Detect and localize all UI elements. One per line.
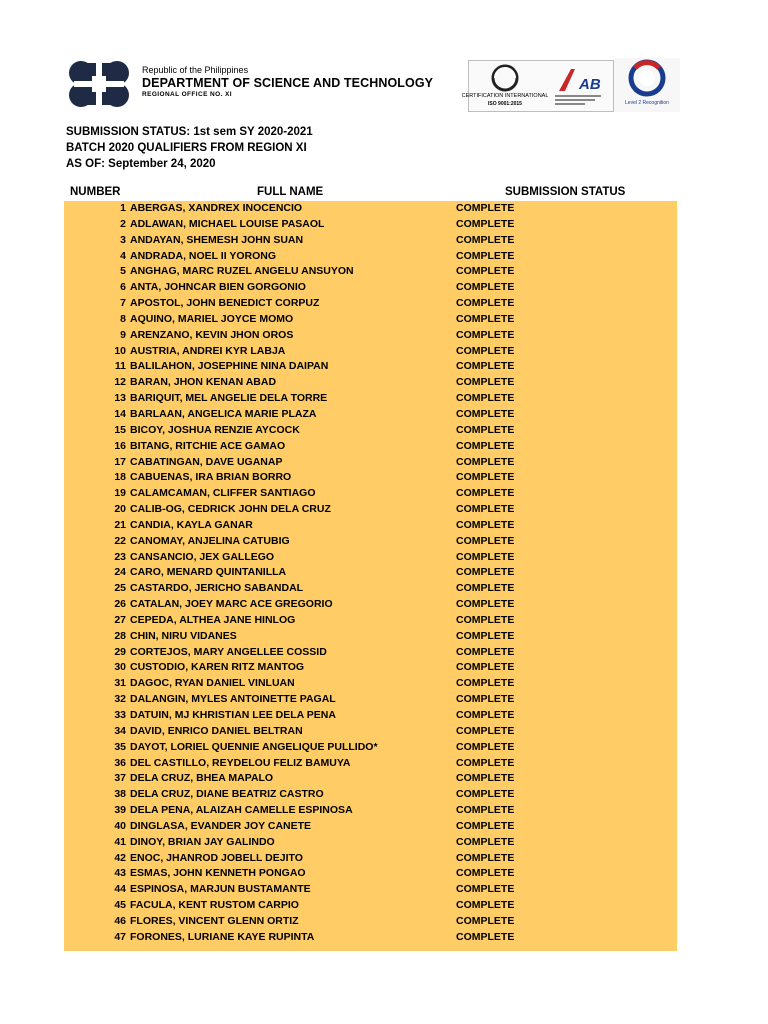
table-row	[64, 708, 677, 724]
table-row	[64, 645, 677, 661]
table-row	[64, 676, 677, 692]
row-full-name: ESMAS, JOHN KENNETH PONGAO	[130, 867, 306, 880]
row-full-name: CEPEDA, ALTHEA JANE HINLOG	[130, 613, 296, 626]
table-row	[64, 470, 677, 486]
row-number: 38	[114, 788, 126, 801]
row-submission-status: COMPLETE	[456, 613, 515, 626]
table-row	[64, 724, 677, 740]
row-full-name: ANTA, JOHNCAR BIEN GORGONIO	[130, 281, 306, 294]
row-submission-status: COMPLETE	[456, 503, 515, 516]
table-row	[64, 692, 677, 708]
table-row	[64, 819, 677, 835]
row-full-name: CALAMCAMAN, CLIFFER SANTIAGO	[130, 487, 316, 500]
row-full-name: DAGOC, RYAN DANIEL VINLUAN	[130, 677, 295, 690]
row-full-name: ANGHAG, MARC RUZEL ANGELU ANSUYON	[130, 265, 354, 278]
row-number: 28	[114, 629, 126, 642]
row-full-name: BALILAHON, JOSEPHINE NINA DAIPAN	[130, 360, 329, 373]
submission-info	[66, 124, 313, 172]
table-row	[64, 502, 677, 518]
table-row	[64, 328, 677, 344]
row-full-name: ARENZANO, KEVIN JHON OROS	[130, 328, 294, 341]
row-number: 23	[114, 550, 126, 563]
row-number: 9	[120, 328, 126, 341]
row-submission-status: COMPLETE	[456, 281, 515, 294]
table-row	[64, 534, 677, 550]
row-submission-status: COMPLETE	[456, 693, 515, 706]
row-full-name: DEL CASTILLO, REYDELOU FELIZ BAMUYA	[130, 756, 351, 769]
table-row	[64, 930, 677, 946]
row-submission-status: COMPLETE	[456, 217, 515, 230]
row-full-name: ANDRADA, NOEL II YORONG	[130, 249, 277, 262]
row-submission-status: COMPLETE	[456, 645, 515, 658]
dost-logo-icon	[66, 60, 132, 108]
row-submission-status: COMPLETE	[456, 629, 515, 642]
row-full-name: CHIN, NIRU VIDANES	[130, 629, 237, 642]
column-header-submission-status: SUBMISSION STATUS	[505, 186, 626, 198]
row-number: 12	[114, 376, 126, 389]
row-full-name: CABUENAS, IRA BRIAN BORRO	[130, 471, 292, 484]
table-row	[64, 660, 677, 676]
table-row	[64, 375, 677, 391]
row-submission-status: COMPLETE	[456, 930, 515, 943]
row-submission-status: COMPLETE	[456, 344, 515, 357]
table-row	[64, 407, 677, 423]
row-number: 47	[114, 930, 126, 943]
row-number: 45	[114, 899, 126, 912]
row-submission-status: COMPLETE	[456, 867, 515, 880]
table-row	[64, 803, 677, 819]
row-number: 2	[120, 217, 126, 230]
row-number: 43	[114, 867, 126, 880]
row-submission-status: COMPLETE	[456, 724, 515, 737]
row-submission-status: COMPLETE	[456, 883, 515, 896]
qualifiers-table	[64, 201, 677, 951]
row-submission-status: COMPLETE	[456, 788, 515, 801]
table-row	[64, 597, 677, 613]
row-full-name: CUSTODIO, KAREN RITZ MANTOG	[130, 661, 305, 674]
row-submission-status: COMPLETE	[456, 709, 515, 721]
row-full-name: ABERGAS, XANDREX INOCENCIO	[130, 202, 303, 214]
row-full-name: DAVID, ENRICO DANIEL BELTRAN	[130, 724, 303, 737]
row-full-name: BARAN, JHON KENAN ABAD	[130, 376, 277, 389]
row-number: 29	[114, 645, 126, 658]
row-full-name: DAYOT, LORIEL QUENNIE ANGELIQUE PULLIDO*	[130, 740, 378, 753]
row-submission-status: COMPLETE	[456, 297, 515, 310]
table-row	[64, 455, 677, 471]
row-submission-status: COMPLETE	[456, 249, 515, 262]
row-full-name: DATUIN, MJ KHRISTIAN LEE DELA PENA	[130, 709, 336, 721]
table-row	[64, 217, 677, 233]
row-full-name: FORONES, LURIANE KAYE RUPINTA	[130, 930, 315, 943]
table-row	[64, 613, 677, 629]
row-submission-status: COMPLETE	[456, 835, 515, 848]
table-row	[64, 898, 677, 914]
table-row	[64, 249, 677, 265]
table-row	[64, 233, 677, 249]
row-full-name: CANSANCIO, JEX GALLEGO	[130, 550, 275, 563]
row-full-name: CANOMAY, ANJELINA CATUBIG	[130, 534, 290, 547]
row-number: 5	[120, 265, 126, 278]
table-row	[64, 312, 677, 328]
row-number: 18	[114, 471, 126, 484]
row-number: 31	[114, 677, 126, 690]
row-submission-status: COMPLETE	[456, 756, 515, 769]
row-number: 46	[114, 914, 126, 927]
row-submission-status: COMPLETE	[456, 471, 515, 484]
row-number: 25	[114, 582, 126, 595]
row-number: 24	[114, 566, 126, 579]
row-number: 19	[114, 487, 126, 500]
table-row	[64, 629, 677, 645]
table-row	[64, 439, 677, 455]
row-number: 22	[114, 534, 126, 547]
row-full-name: ESPINOSA, MARJUN BUSTAMANTE	[130, 883, 311, 896]
row-number: 13	[114, 392, 126, 405]
row-number: 17	[114, 455, 126, 468]
cert-iso-number: ISO 9001:2015	[488, 101, 522, 107]
row-number: 34	[114, 724, 126, 737]
row-submission-status: COMPLETE	[456, 899, 515, 912]
row-number: 6	[120, 281, 126, 294]
iso-certification-icon	[461, 63, 549, 109]
row-full-name: DALANGIN, MYLES ANTOINETTE PAGAL	[130, 693, 336, 706]
department-name-block	[142, 65, 433, 99]
row-submission-status: COMPLETE	[456, 265, 515, 278]
row-submission-status: COMPLETE	[456, 202, 515, 214]
row-number: 16	[114, 439, 126, 452]
table-row	[64, 771, 677, 787]
row-number: 15	[114, 423, 126, 436]
row-submission-status: COMPLETE	[456, 360, 515, 373]
table-row	[64, 423, 677, 439]
table-row	[64, 565, 677, 581]
row-full-name: DELA CRUZ, BHEA MAPALO	[130, 772, 274, 785]
table-row	[64, 391, 677, 407]
cert-iso-label: CERTIFICATION INTERNATIONAL	[461, 93, 549, 99]
row-full-name: CALIB-OG, CEDRICK JOHN DELA CRUZ	[130, 503, 331, 516]
row-number: 3	[120, 233, 126, 246]
row-full-name: DELA PENA, ALAIZAH CAMELLE ESPINOSA	[130, 804, 353, 817]
row-full-name: CANDIA, KAYLA GANAR	[130, 518, 253, 531]
batch-heading: BATCH 2020 QUALIFIERS FROM REGION XI	[66, 142, 307, 154]
row-number: 10	[114, 344, 126, 357]
table-row	[64, 756, 677, 772]
row-submission-status: COMPLETE	[456, 312, 515, 325]
table-row	[64, 296, 677, 312]
table-row	[64, 344, 677, 360]
row-submission-status: COMPLETE	[456, 677, 515, 690]
row-submission-status: COMPLETE	[456, 518, 515, 531]
table-row	[64, 914, 677, 930]
row-number: 21	[114, 518, 126, 531]
row-full-name: BICOY, JOSHUA RENZIE AYCOCK	[130, 423, 300, 436]
row-full-name: DINGLASA, EVANDER JOY CANETE	[130, 819, 312, 832]
regional-office-label: REGIONAL OFFICE NO. XI	[142, 91, 232, 98]
row-full-name: CABATINGAN, DAVE UGANAP	[130, 455, 283, 468]
row-submission-status: COMPLETE	[456, 392, 515, 405]
table-row	[64, 280, 677, 296]
row-number: 39	[114, 804, 126, 817]
row-submission-status: COMPLETE	[456, 772, 515, 785]
republic-label: Republic of the Philippines	[142, 65, 249, 75]
row-number: 1	[120, 202, 126, 214]
row-full-name: BITANG, RITCHIE ACE GAMAO	[130, 439, 286, 452]
row-full-name: CARO, MENARD QUINTANILLA	[130, 566, 287, 579]
table-row	[64, 851, 677, 867]
table-row	[64, 787, 677, 803]
row-full-name: ENOC, JHANROD JOBELL DEJITO	[130, 851, 303, 864]
row-submission-status: COMPLETE	[456, 598, 515, 611]
row-number: 42	[114, 851, 126, 864]
row-full-name: APOSTOL, JOHN BENEDICT CORPUZ	[130, 297, 320, 310]
table-row	[64, 866, 677, 882]
row-number: 27	[114, 613, 126, 626]
table-row	[64, 201, 677, 217]
row-submission-status: COMPLETE	[456, 740, 515, 753]
row-number: 26	[114, 598, 126, 611]
department-name: DEPARTMENT OF SCIENCE AND TECHNOLOGY	[142, 76, 434, 90]
row-full-name: ANDAYAN, SHEMESH JOHN SUAN	[130, 233, 304, 246]
row-number: 32	[114, 693, 126, 706]
row-number: 44	[114, 883, 126, 896]
row-full-name: CORTEJOS, MARY ANGELLEE COSSID	[130, 645, 327, 658]
table-row	[64, 882, 677, 898]
table-row	[64, 518, 677, 534]
as-of-date: AS OF: September 24, 2020	[66, 158, 216, 170]
row-full-name: BARLAAN, ANGELICA MARIE PLAZA	[130, 407, 317, 420]
row-submission-status: COMPLETE	[456, 804, 515, 817]
row-number: 41	[114, 835, 126, 848]
row-full-name: ADLAWAN, MICHAEL LOUISE PASAOL	[130, 217, 325, 230]
row-number: 11	[114, 360, 126, 373]
certification-badges	[461, 60, 614, 112]
row-full-name: FLORES, VINCENT GLENN ORTIZ	[130, 914, 299, 927]
row-full-name: FACULA, KENT RUSTOM CARPIO	[130, 899, 299, 912]
column-header-full-name: FULL NAME	[257, 186, 324, 198]
row-full-name: BARIQUIT, MEL ANGELIE DELA TORRE	[130, 392, 328, 405]
row-submission-status: COMPLETE	[456, 423, 515, 436]
accreditation-mark: AB	[579, 76, 601, 93]
row-submission-status: COMPLETE	[456, 550, 515, 563]
row-submission-status: COMPLETE	[456, 661, 515, 674]
table-row	[64, 486, 677, 502]
row-submission-status: COMPLETE	[456, 455, 515, 468]
row-submission-status: COMPLETE	[456, 914, 515, 927]
table-row	[64, 740, 677, 756]
row-full-name: AQUINO, MARIEL JOYCE MOMO	[130, 312, 294, 325]
row-submission-status: COMPLETE	[456, 328, 515, 341]
column-header-number: NUMBER	[70, 186, 121, 198]
row-number: 14	[114, 407, 126, 420]
accreditation-icon	[545, 63, 609, 109]
row-number: 36	[114, 756, 126, 769]
row-number: 7	[120, 297, 126, 310]
row-number: 37	[114, 772, 126, 785]
table-row	[64, 550, 677, 566]
row-number: 33	[114, 709, 126, 721]
row-full-name: DINOY, BRIAN JAY GALINDO	[130, 835, 275, 848]
row-submission-status: COMPLETE	[456, 819, 515, 832]
row-number: 35	[114, 740, 126, 753]
row-submission-status: COMPLETE	[456, 376, 515, 389]
row-full-name: DELA CRUZ, DIANE BEATRIZ CASTRO	[130, 788, 324, 801]
row-number: 8	[120, 312, 126, 325]
letterhead	[60, 57, 680, 115]
row-submission-status: COMPLETE	[456, 439, 515, 452]
row-submission-status: COMPLETE	[456, 487, 515, 500]
row-number: 20	[114, 503, 126, 516]
row-full-name: CATALAN, JOEY MARC ACE GREGORIO	[130, 598, 333, 611]
submission-status-heading: SUBMISSION STATUS: 1st sem SY 2020-2021	[66, 126, 313, 138]
row-number: 30	[114, 661, 126, 674]
row-submission-status: COMPLETE	[456, 566, 515, 579]
row-submission-status: COMPLETE	[456, 407, 515, 420]
row-number: 40	[114, 819, 126, 832]
table-row	[64, 835, 677, 851]
row-full-name: AUSTRIA, ANDREI KYR LABJA	[130, 344, 286, 357]
table-row	[64, 359, 677, 375]
row-number: 4	[120, 249, 126, 262]
table-row	[64, 581, 677, 597]
row-submission-status: COMPLETE	[456, 851, 515, 864]
row-submission-status: COMPLETE	[456, 233, 515, 246]
table-row	[64, 264, 677, 280]
row-submission-status: COMPLETE	[456, 534, 515, 547]
row-submission-status: COMPLETE	[456, 582, 515, 595]
quality-award-icon	[614, 58, 680, 112]
row-full-name: CASTARDO, JERICHO SABANDAL	[130, 582, 304, 595]
award-caption: Level 2 Recognition	[625, 100, 669, 106]
